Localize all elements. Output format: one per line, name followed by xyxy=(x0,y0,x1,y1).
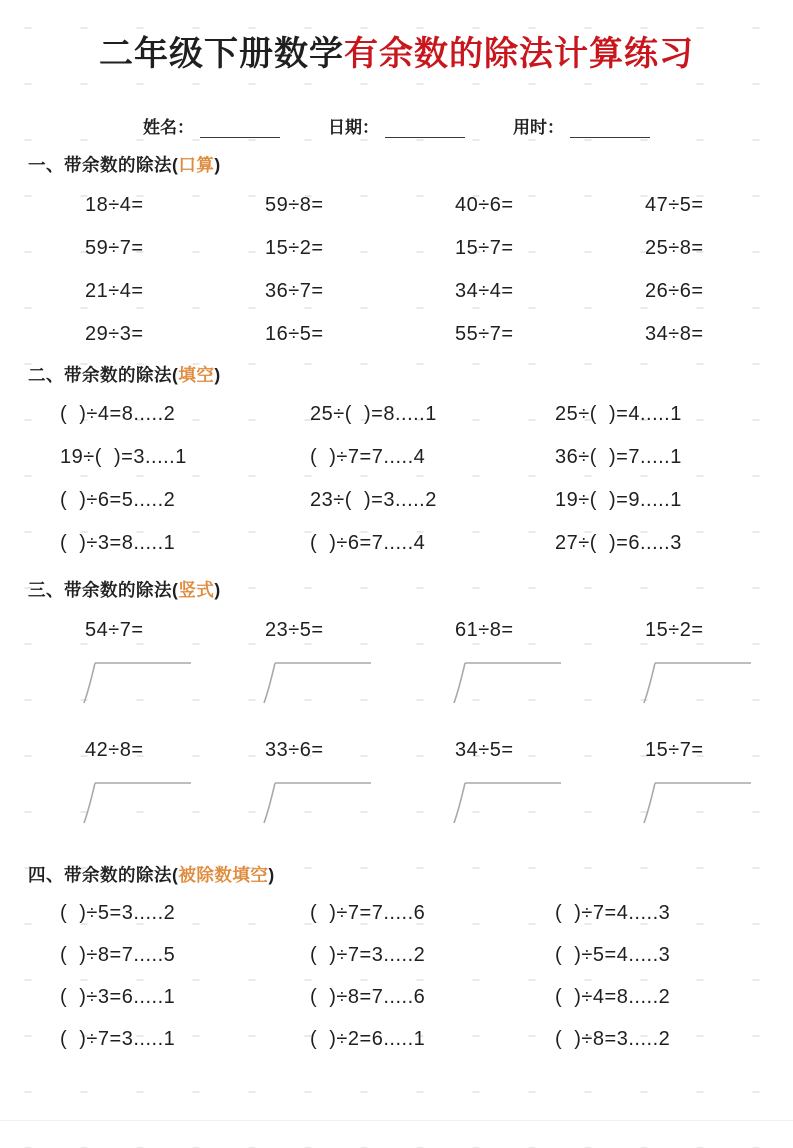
section-2-heading-text: 二、带余数的除法 xyxy=(28,365,172,385)
problem: ( )÷7=3.....1 xyxy=(60,1028,176,1050)
problem: ( )÷3=8.....1 xyxy=(60,532,176,554)
problem: 55÷7= xyxy=(455,323,514,345)
vertical-form-cell xyxy=(265,616,455,706)
problem: 59÷7= xyxy=(85,237,144,259)
problem: ( )÷7=7.....6 xyxy=(310,902,426,924)
problem: 47÷5= xyxy=(645,194,704,216)
section-4-paren-close: ) xyxy=(268,865,275,885)
vertical-form-cell xyxy=(85,616,265,706)
section-4-heading-text: 四、带余数的除法 xyxy=(28,865,172,885)
vertical-form-cell xyxy=(455,616,645,706)
long-division-bracket-icon xyxy=(259,780,381,826)
problem: 25÷( )=8.....1 xyxy=(310,403,437,425)
section-1-heading xyxy=(28,152,793,177)
problem: 34÷4= xyxy=(455,280,514,302)
problem: 59÷8= xyxy=(265,194,324,216)
problem: ( )÷7=7.....4 xyxy=(310,446,426,468)
long-division-bracket-icon xyxy=(639,660,761,706)
problem: 23÷5= xyxy=(265,619,324,641)
problem: 25÷( )=4.....1 xyxy=(555,403,682,425)
time-label: 用时： xyxy=(513,118,564,137)
section-1-paren-open: ( xyxy=(172,155,179,175)
problem: 19÷( )=9.....1 xyxy=(555,489,682,511)
section-3-heading-text: 三、带余数的除法 xyxy=(28,580,172,600)
problem: ( )÷8=3.....2 xyxy=(555,1028,671,1050)
long-division-bracket-icon xyxy=(639,780,761,826)
problem: 34÷5= xyxy=(455,739,514,761)
section-4-problem-grid xyxy=(0,899,793,1053)
problem: 23÷( )=3.....2 xyxy=(310,489,437,511)
problem: 54÷7= xyxy=(85,619,144,641)
name-label: 姓名： xyxy=(143,118,194,137)
problem: ( )÷4=8.....2 xyxy=(555,986,671,1008)
vertical-form-cell xyxy=(645,736,763,826)
date-blank-line xyxy=(385,122,465,138)
problem: 40÷6= xyxy=(455,194,514,216)
problem: 25÷8= xyxy=(645,237,704,259)
vertical-form-cell xyxy=(85,736,265,826)
date-label: 日期： xyxy=(328,118,379,137)
time-blank-line xyxy=(570,122,650,138)
problem: ( )÷6=5.....2 xyxy=(60,489,176,511)
section-4-subtitle: 被除数填空 xyxy=(178,865,269,885)
long-division-bracket-icon xyxy=(79,660,201,706)
section-1-problem-grid xyxy=(0,191,793,348)
problem: 15÷7= xyxy=(645,739,704,761)
section-2-heading xyxy=(28,362,793,387)
problem: 29÷3= xyxy=(85,323,144,345)
page-title-red: 有余数的除法计算练习 xyxy=(344,35,694,73)
long-division-bracket-icon xyxy=(449,660,571,706)
long-division-bracket-icon xyxy=(449,780,571,826)
section-4-heading xyxy=(28,862,793,887)
page-title-black: 二年级下册数学 xyxy=(99,35,344,73)
section-3-heading xyxy=(28,577,793,602)
section-3-paren-open: ( xyxy=(172,580,179,600)
problem: 16÷5= xyxy=(265,323,324,345)
problem: ( )÷6=7.....4 xyxy=(310,532,426,554)
problem: 33÷6= xyxy=(265,739,324,761)
page-bottom-edge xyxy=(0,1120,793,1121)
problem: 18÷4= xyxy=(85,194,144,216)
vertical-form-cell xyxy=(455,736,645,826)
long-division-bracket-icon xyxy=(259,660,381,706)
problem: ( )÷7=3.....2 xyxy=(310,944,426,966)
section-3-paren-close: ) xyxy=(214,580,221,600)
problem: 27÷( )=6.....3 xyxy=(555,532,682,554)
problem: ( )÷2=6.....1 xyxy=(310,1028,426,1050)
date-field xyxy=(328,113,465,138)
section-1-subtitle: 口算 xyxy=(178,155,215,175)
section-4-paren-open: ( xyxy=(172,865,179,885)
problem: 15÷2= xyxy=(265,237,324,259)
section-3-problem-row-2 xyxy=(0,736,793,826)
problem: 15÷2= xyxy=(645,619,704,641)
name-field xyxy=(143,113,280,138)
problem: ( )÷3=6.....1 xyxy=(60,986,176,1008)
problem: ( )÷8=7.....6 xyxy=(310,986,426,1008)
problem: 42÷8= xyxy=(85,739,144,761)
problem: 19÷( )=3.....1 xyxy=(60,446,187,468)
problem: 36÷7= xyxy=(265,280,324,302)
problem: ( )÷4=8.....2 xyxy=(60,403,176,425)
time-field xyxy=(513,113,650,138)
section-3-subtitle: 竖式 xyxy=(178,580,215,600)
section-1-heading-text: 一、带余数的除法 xyxy=(28,155,172,175)
page-title xyxy=(0,26,793,75)
problem: 21÷4= xyxy=(85,280,144,302)
vertical-form-cell xyxy=(645,616,763,706)
problem: 15÷7= xyxy=(455,237,514,259)
problem: ( )÷5=3.....2 xyxy=(60,902,176,924)
section-2-paren-close: ) xyxy=(214,365,221,385)
long-division-bracket-icon xyxy=(79,780,201,826)
vertical-form-cell xyxy=(265,736,455,826)
section-2-subtitle: 填空 xyxy=(178,365,215,385)
problem: 34÷8= xyxy=(645,323,704,345)
problem: 61÷8= xyxy=(455,619,514,641)
problem: ( )÷7=4.....3 xyxy=(555,902,671,924)
problem: 26÷6= xyxy=(645,280,704,302)
section-2-problem-grid xyxy=(0,400,793,557)
name-blank-line xyxy=(200,122,280,138)
problem: ( )÷5=4.....3 xyxy=(555,944,671,966)
section-2-paren-open: ( xyxy=(172,365,179,385)
section-3-problem-row-1 xyxy=(0,616,793,706)
problem: ( )÷8=7.....5 xyxy=(60,944,176,966)
section-1-paren-close: ) xyxy=(214,155,221,175)
header-fields-row xyxy=(0,113,793,138)
problem: 36÷( )=7.....1 xyxy=(555,446,682,468)
